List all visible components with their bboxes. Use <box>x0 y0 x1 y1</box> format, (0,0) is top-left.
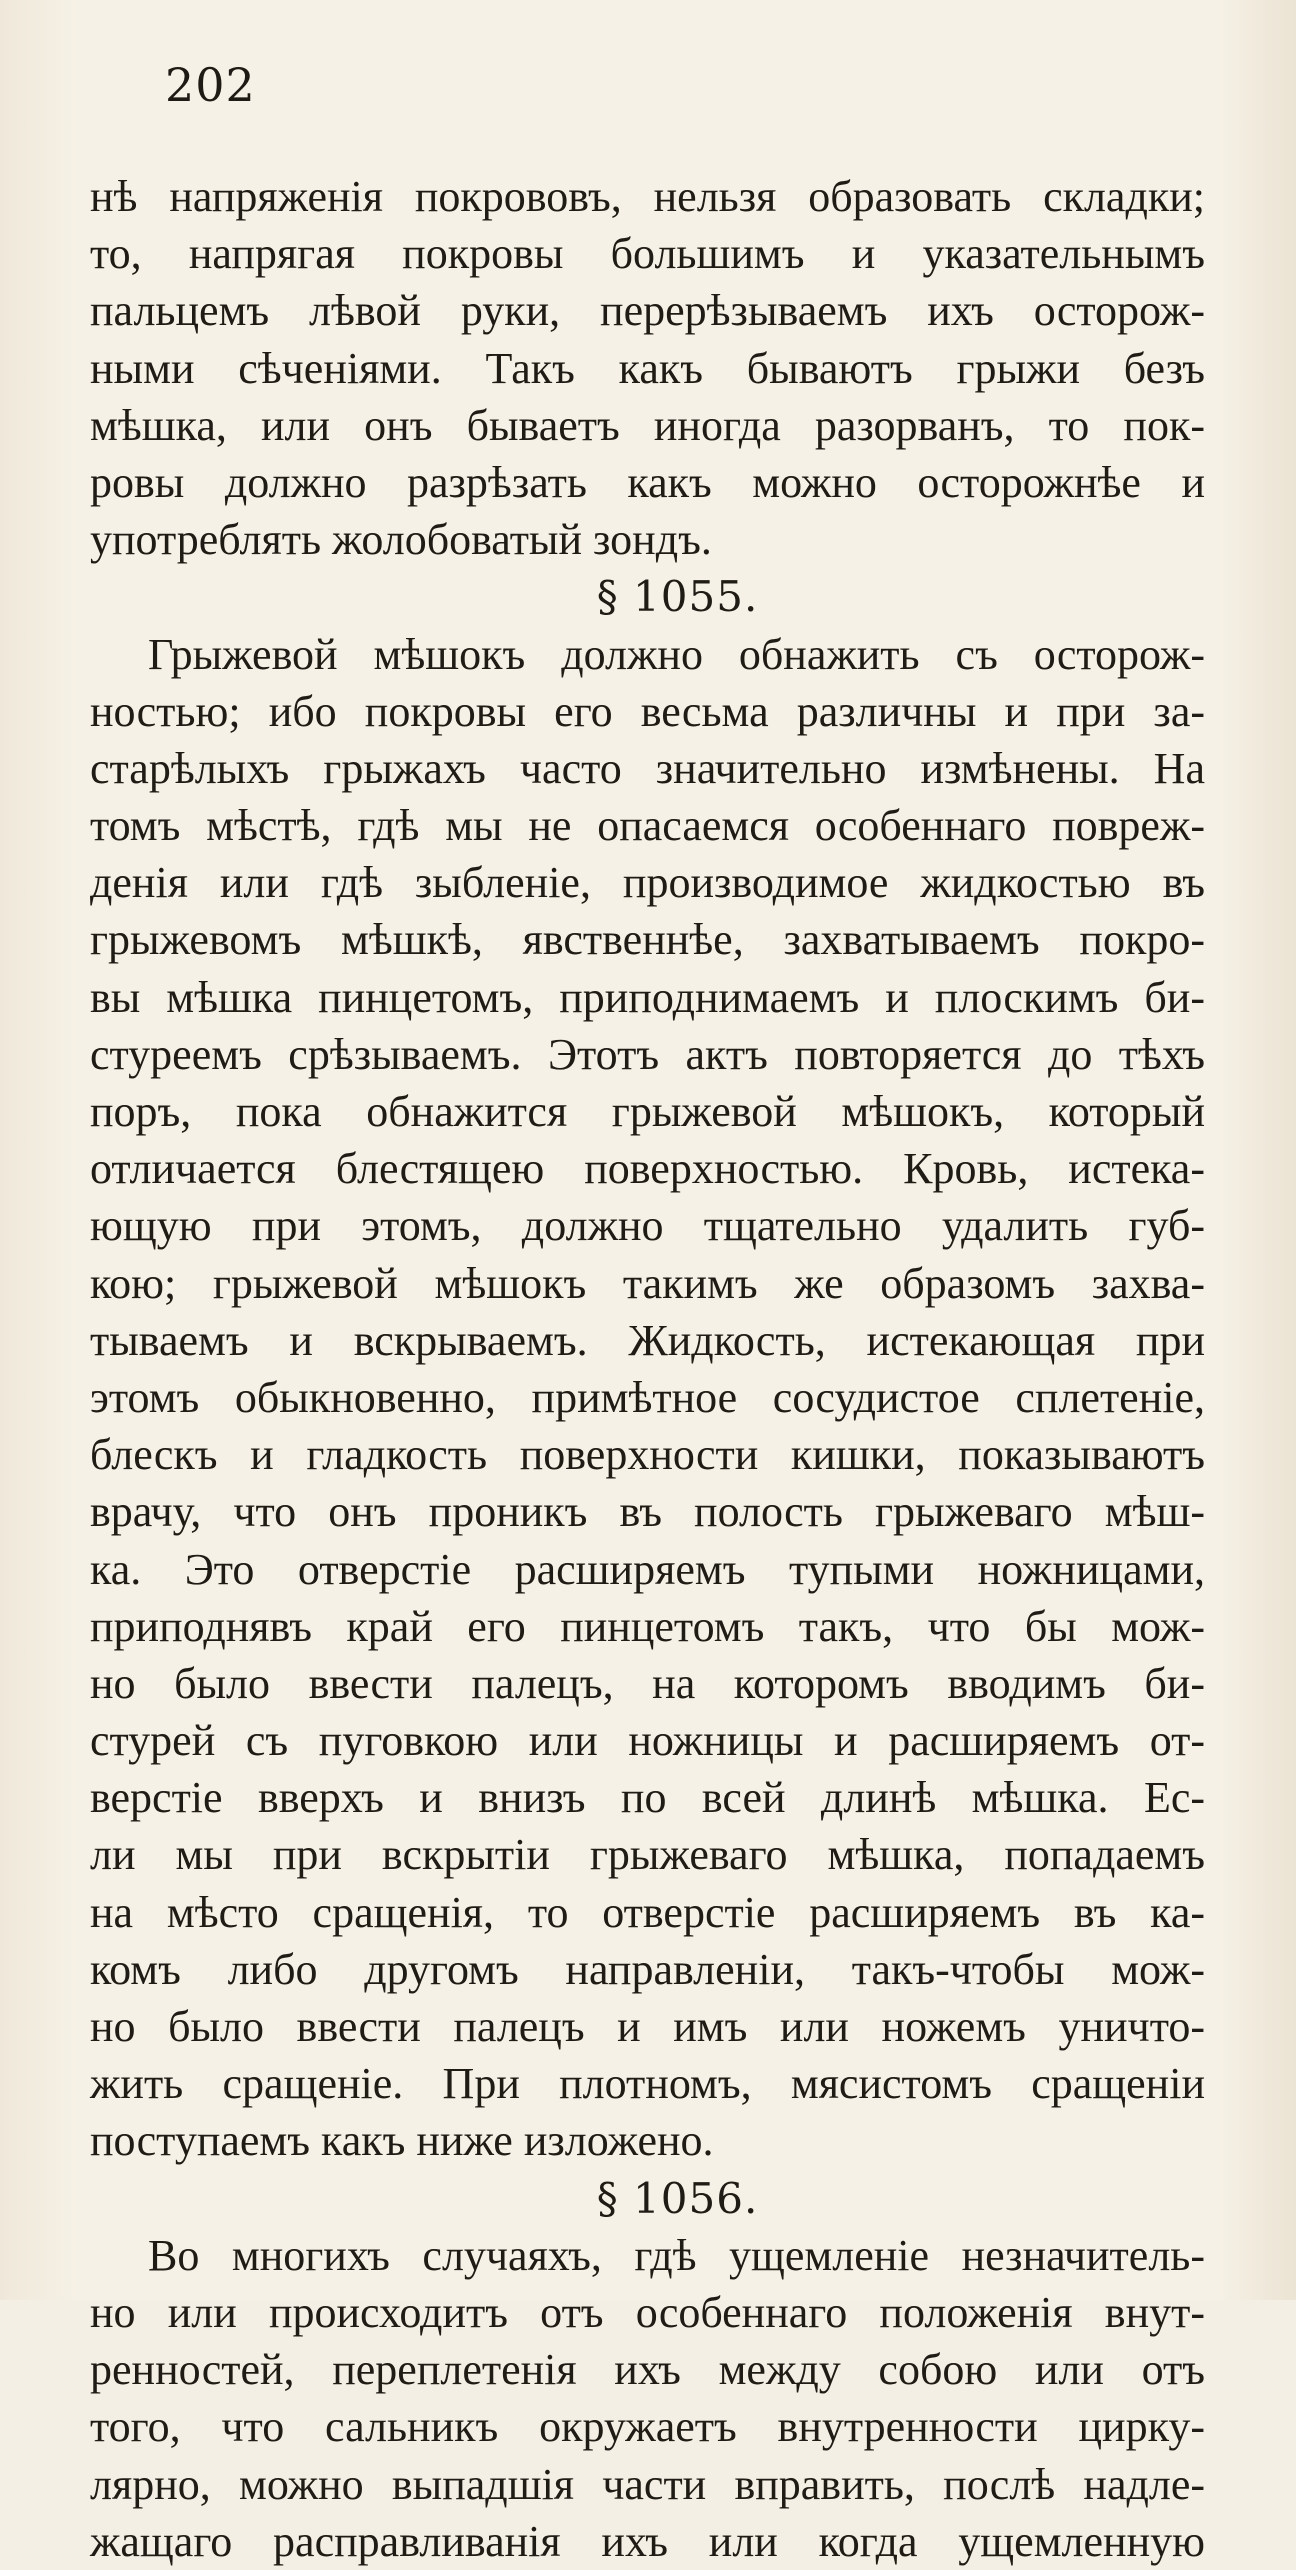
text-line: ренностей, переплетенія ихъ между собою или отъ <box>90 2345 1205 2395</box>
text-line: вы мѣшка пинцетомъ, приподнимаемъ и плоскимъ би- <box>90 972 1205 1022</box>
text-line: жащаго расправливанія ихъ или когда ущемленную <box>90 2516 1205 2566</box>
text-line: поръ, пока обнажится грыжевой мѣшокъ, который <box>90 1087 1205 1136</box>
section-heading-1055: § 1055. <box>596 572 759 622</box>
text-line: Во многихъ случаяхъ, гдѣ ущемленіе незначитель- <box>148 2230 1205 2280</box>
text-line: старѣлыхъ грыжахъ часто значительно измѣнены. На <box>90 743 1205 793</box>
page-number: 202 <box>165 58 256 112</box>
text-line: блескъ и гладкость поверхности кишки, показываютъ <box>90 1430 1205 1480</box>
text-line: но или происходитъ отъ особеннаго положенія внут- <box>90 2287 1205 2337</box>
text-line: комъ либо другомъ направленіи, такъ-чтобы мож- <box>90 1944 1205 1994</box>
text-line: мѣшка, или онъ бываетъ иногда разорванъ, то пок- <box>90 400 1205 450</box>
text-line: стурей съ пуговкою или ножницы и расширяемъ от- <box>90 1716 1205 1766</box>
text-line: верстіе вверхъ и внизъ по всей длинѣ мѣшка. Ес- <box>90 1773 1205 1823</box>
text-line: ровы должно разрѣзать какъ можно осторожнѣе и <box>90 457 1205 507</box>
text-line: врачу, что онъ проникъ въ полость грыжеваго мѣш- <box>90 1487 1205 1537</box>
text-line: Грыжевой мѣшокъ должно обнажить съ осторож- <box>148 629 1205 679</box>
text-line: ющую при этомъ, должно тщательно удалить губ- <box>90 1201 1205 1251</box>
text-line: того, что сальникъ окружаетъ внутренности цирку- <box>90 2402 1205 2452</box>
text-line: томъ мѣстѣ, гдѣ мы не опасаемся особеннаго повреж- <box>90 801 1205 851</box>
section-heading-1056: § 1056. <box>596 2173 759 2223</box>
text-line: пальцемъ лѣвой руки, перерѣзываемъ ихъ осторож- <box>90 286 1205 336</box>
body-text <box>90 168 1205 2570</box>
text-line: но было ввести палецъ, на которомъ вводимъ би- <box>90 1658 1205 1708</box>
text-line: стуреемъ срѣзываемъ. Этотъ актъ повторяется до тѣхъ <box>90 1029 1205 1079</box>
text-line: то, напрягая покровы большимъ и указательнымъ <box>90 229 1205 279</box>
text-line: жить сращеніе. При плотномъ, мясистомъ сращеніи <box>90 2059 1205 2109</box>
text-line: ными сѣченіями. Такъ какъ бываютъ грыжи безъ <box>90 343 1205 393</box>
text-line: лярно, можно выпадшія части вправить, послѣ надле- <box>90 2459 1205 2509</box>
text-line: этомъ обыкновенно, примѣтное сосудистое сплетеніе, <box>90 1372 1205 1422</box>
text-line: употреблять жолобоватый зондъ. <box>90 515 712 565</box>
text-line: денія или гдѣ зыбленіе, производимое жидкостью въ <box>90 858 1205 908</box>
bleed-through-marks <box>150 2262 1230 2276</box>
text-line: приподнявъ край его пинцетомъ такъ, что бы мож- <box>90 1601 1205 1651</box>
text-line: отличается блестящею поверхностью. Кровь, истека- <box>90 1144 1205 1194</box>
text-line: кою; грыжевой мѣшокъ такимъ же образомъ захва- <box>90 1258 1205 1308</box>
text-line: поступаемъ какъ ниже изложено. <box>90 2116 714 2166</box>
text-line: но было ввести палецъ и имъ или ножемъ уничто- <box>90 2002 1205 2051</box>
text-line: грыжевомъ мѣшкѣ, явственнѣе, захватываемъ покро- <box>90 915 1205 965</box>
text-line: ли мы при вскрытіи грыжеваго мѣшка, попадаемъ <box>90 1830 1205 1880</box>
text-line: на мѣсто сращенія, то отверстіе расширяемъ въ ка- <box>90 1887 1205 1937</box>
text-line: тываемъ и вскрываемъ. Жидкость, истекающая при <box>90 1315 1205 1365</box>
text-line: нѣ напряженія покрововъ, нельзя образовать складки; <box>90 172 1205 221</box>
text-line: ка. Это отверстіе расширяемъ тупыми ножницами, <box>90 1544 1205 1594</box>
text-line: ностью; ибо покровы его весьма различны и при за- <box>90 686 1205 736</box>
